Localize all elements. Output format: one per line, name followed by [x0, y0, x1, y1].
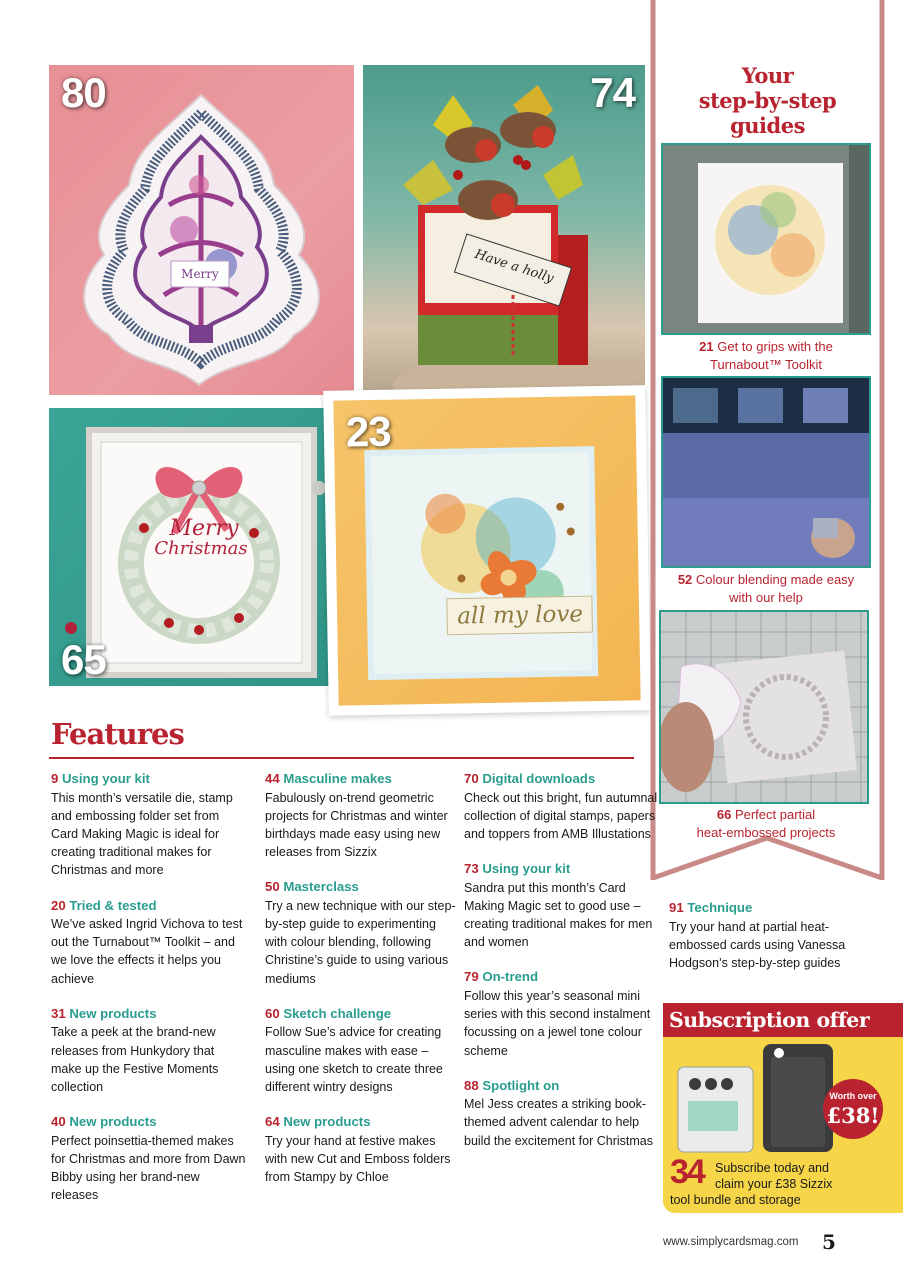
- svg-text:all my love: all my love: [457, 601, 584, 630]
- guides-title: Your step-by-step guides: [698, 63, 837, 138]
- photo-floral-card: [323, 385, 651, 716]
- blending-illustration: [663, 378, 869, 566]
- features-column-4: [669, 899, 874, 989]
- subscription-text: tool bundle and storage: [670, 1193, 801, 1207]
- page-number-label: 80: [61, 69, 106, 116]
- subscription-banner: Subscription offer: [663, 1003, 903, 1037]
- page-number-label: 23: [345, 407, 392, 456]
- page-number-label: 65: [61, 636, 106, 683]
- photo-tree-card: [49, 65, 354, 395]
- feature-item: 79 On-trend Follow this year’s seasonal mini series with this second instalment focussing on a jewel tone colour scheme: [464, 969, 651, 1058]
- feature-item: 44 Masculine makes Fabulously on-trend geometric projects for Christmas and winter birthdays made easy using new releases from Sizzix: [265, 771, 448, 860]
- photo-robin-card: [363, 65, 645, 395]
- svg-text:Worth over: Worth over: [829, 1091, 877, 1101]
- features-divider: [49, 757, 634, 759]
- page-number-label: 74: [590, 69, 635, 116]
- feature-item: 50 Masterclass Try a new technique with our step-by-step guide to experimenting with colour blending, following Christine’s guide to using various mediums: [265, 879, 456, 986]
- feature-item: 88 Spotlight on Mel Jess creates a striking book-themed advent calendar to help build the excitement for Christmas: [464, 1077, 653, 1148]
- feature-item: 40 New products Perfect poinsettia-themed makes for Christmas and more from Dawn Bibby using her brand-new releases: [51, 1114, 246, 1203]
- feature-item: 20 Tried & tested We’ve asked Ingrid Vichova to test out the Turnabout™ Toolkit – and we love the effects it helps you achieve: [51, 897, 243, 986]
- subscription-text: Subscribe today and claim your £38 Sizzix: [715, 1161, 833, 1191]
- guide-caption: 52 Colour blending made easy with our help: [677, 572, 855, 605]
- feature-item: 9 Using your kit This month’s versatile die, stamp and embossing folder set from Card Making Magic is ideal for creating traditional makes for Christmas and more: [51, 771, 233, 878]
- sizzix-bundle-illustration: [673, 1039, 898, 1159]
- features-heading: Features: [51, 717, 184, 751]
- features-column-2: [265, 770, 460, 1203]
- guide-photo-blending: [661, 376, 871, 568]
- photo-wreath-card: [49, 408, 344, 686]
- feature-item: 64 New products Try your hand at festive makes with new Cut and Emboss folders from Stampy by Chloe: [265, 1114, 451, 1185]
- feature-item: 73 Using your kit Sandra put this month’s Card Making Magic set to good use – creating traditional makes for men and women: [464, 861, 653, 950]
- svg-text:£38!: £38!: [826, 1103, 880, 1128]
- guide-photo-stamping: [661, 143, 871, 335]
- feature-item: 91 Technique Try your hand at partial heat-embossed cards using Vanessa Hodgson’s step-by-step guides: [669, 900, 846, 970]
- guide-photo-embossing: [659, 610, 869, 804]
- subscription-offer[interactable]: [663, 1003, 903, 1213]
- svg-text:Christmas: Christmas: [154, 538, 248, 559]
- feature-item: 70 Digital downloads Check out this bright, fun autumnal collection of digital stamps, papers and toppers from AMB Illustations: [464, 771, 658, 841]
- features-column-1: [51, 770, 246, 1221]
- website-url[interactable]: www.simplycardsmag.com: [663, 1236, 799, 1248]
- svg-text:Merry: Merry: [169, 516, 239, 541]
- svg-text:Have a holly: Have a holly: [472, 246, 556, 287]
- feature-item: 31 New products Take a peek at the brand-new releases from Hunkydory that make up the Festive Moments collection: [51, 1005, 219, 1094]
- embossing-illustration: [661, 612, 867, 802]
- guide-caption: 21 Get to grips with the Turnabout™ Toolkit: [699, 339, 833, 372]
- page-number: 5: [822, 1230, 836, 1254]
- features-column-3: [464, 770, 659, 1167]
- subscription-page-number: 34: [670, 1153, 704, 1191]
- svg-text:Merry: Merry: [181, 267, 219, 281]
- feature-item: 60 Sketch challenge Follow Sue’s advice for creating masculine makes with ease – using one sketch to create three different wintry designs: [265, 1005, 443, 1094]
- stamp-platform-illustration: [663, 145, 869, 333]
- guide-caption: 66 Perfect partial heat-embossed projects: [696, 807, 836, 840]
